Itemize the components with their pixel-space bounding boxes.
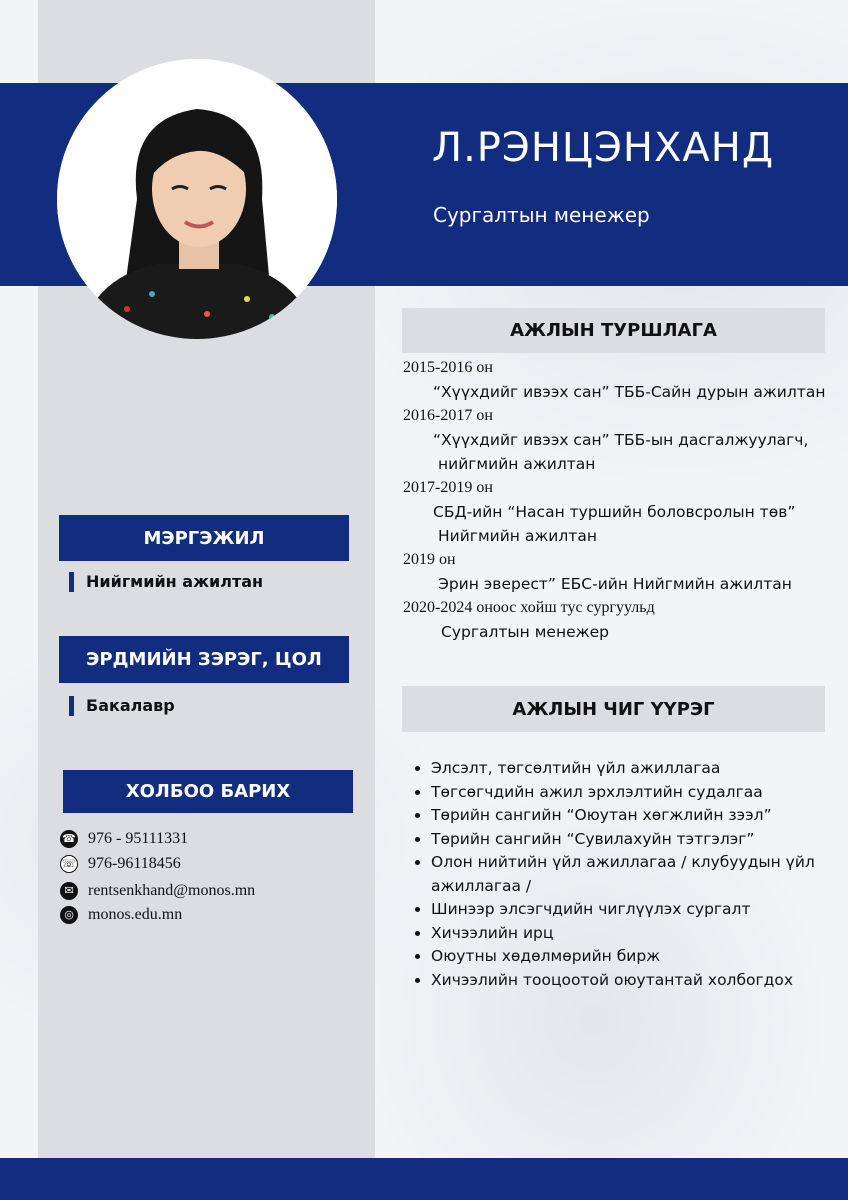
contact-telephone-text: 976-96118456	[88, 855, 181, 872]
duties-list	[413, 757, 848, 992]
experience-desc: Эрин эверест” ЕБС-ийн Нийгмийн ажилтан	[438, 575, 792, 593]
experience-desc: Нийгмийн ажилтан	[438, 527, 597, 545]
list-item: • Хичээлийн тооцоотой оюутантай холбогдох	[431, 969, 848, 993]
experience-desc: СБД-ийн “Насан туршийн боловсролын төв”	[433, 503, 796, 521]
duties-heading: АЖЛЫН ЧИГ ҮҮРЭГ	[402, 686, 825, 732]
person-title: Сургалтын менежер	[433, 203, 650, 227]
list-item: • Элсэлт, төгсөлтийн үйл ажиллагаа	[431, 757, 848, 781]
footer-band	[0, 1158, 848, 1200]
contact-email-text: rentsenkhand@monos.mn	[88, 882, 256, 899]
list-item: • Төгсөгчдийн ажил эрхлэлтийн судалгаа	[431, 781, 848, 805]
list-item: • Хичээлийн ирц	[431, 922, 848, 946]
telephone-icon: ☏	[60, 855, 78, 873]
contact-phone[interactable]	[60, 830, 188, 848]
globe-icon: ◎	[60, 906, 78, 924]
list-item: • Оюутны хөдөлмөрийн бирж	[431, 945, 848, 969]
person-name: Л.РЭНЦЭНХАНД	[432, 125, 775, 171]
experience-year: 2016-2017 он	[403, 407, 493, 424]
contact-website-text: monos.edu.mn	[88, 906, 183, 923]
profile-photo	[57, 59, 337, 339]
experience-year: 2015-2016 он	[403, 359, 493, 376]
profession-value: Нийгмийн ажилтан	[69, 572, 263, 592]
experience-year: 2017-2019 он	[403, 479, 493, 496]
profession-heading: МЭРГЭЖИЛ	[59, 515, 349, 561]
experience-desc: “Хүүхдийг ивээх сан” ТББ-Сайн дурын ажилтан	[433, 383, 826, 401]
list-item: • Олон нийтийн үйл ажиллагаа / клубуудын үйл ажиллагаа /	[431, 851, 848, 898]
experience-year: 2019 он	[403, 551, 456, 568]
degree-value: Бакалавр	[69, 696, 175, 716]
email-icon: ✉	[60, 882, 78, 900]
contact-heading: ХОЛБОО БАРИХ	[63, 770, 353, 813]
contact-email[interactable]	[60, 882, 255, 900]
experience-desc: Сургалтын менежер	[441, 623, 609, 641]
experience-year: 2020-2024 оноос хойш тус сургуульд	[403, 599, 655, 616]
list-item: • Шинээр элсэгчдийн чиглүүлэх сургалт	[431, 898, 848, 922]
contact-website[interactable]	[60, 906, 182, 924]
experience-desc: нийгмийн ажилтан	[438, 455, 596, 473]
contact-telephone[interactable]	[60, 855, 181, 873]
contact-phone-text: 976 - 95111331	[88, 830, 189, 847]
list-item: • Төрийн сангийн “Оюутан хөгжлийн зээл”	[431, 804, 848, 828]
experience-list	[403, 356, 833, 644]
degree-heading: ЭРДМИЙН ЗЭРЭГ, ЦОЛ	[59, 636, 349, 683]
experience-desc: “Хүүхдийг ивээх сан” ТББ-ын дасгалжуулагч,	[433, 431, 809, 449]
phone-icon: ☎	[60, 830, 78, 848]
list-item: • Төрийн сангийн “Сувилахуйн тэтгэлэг”	[431, 828, 848, 852]
experience-heading: АЖЛЫН ТУРШЛАГА	[402, 308, 825, 353]
